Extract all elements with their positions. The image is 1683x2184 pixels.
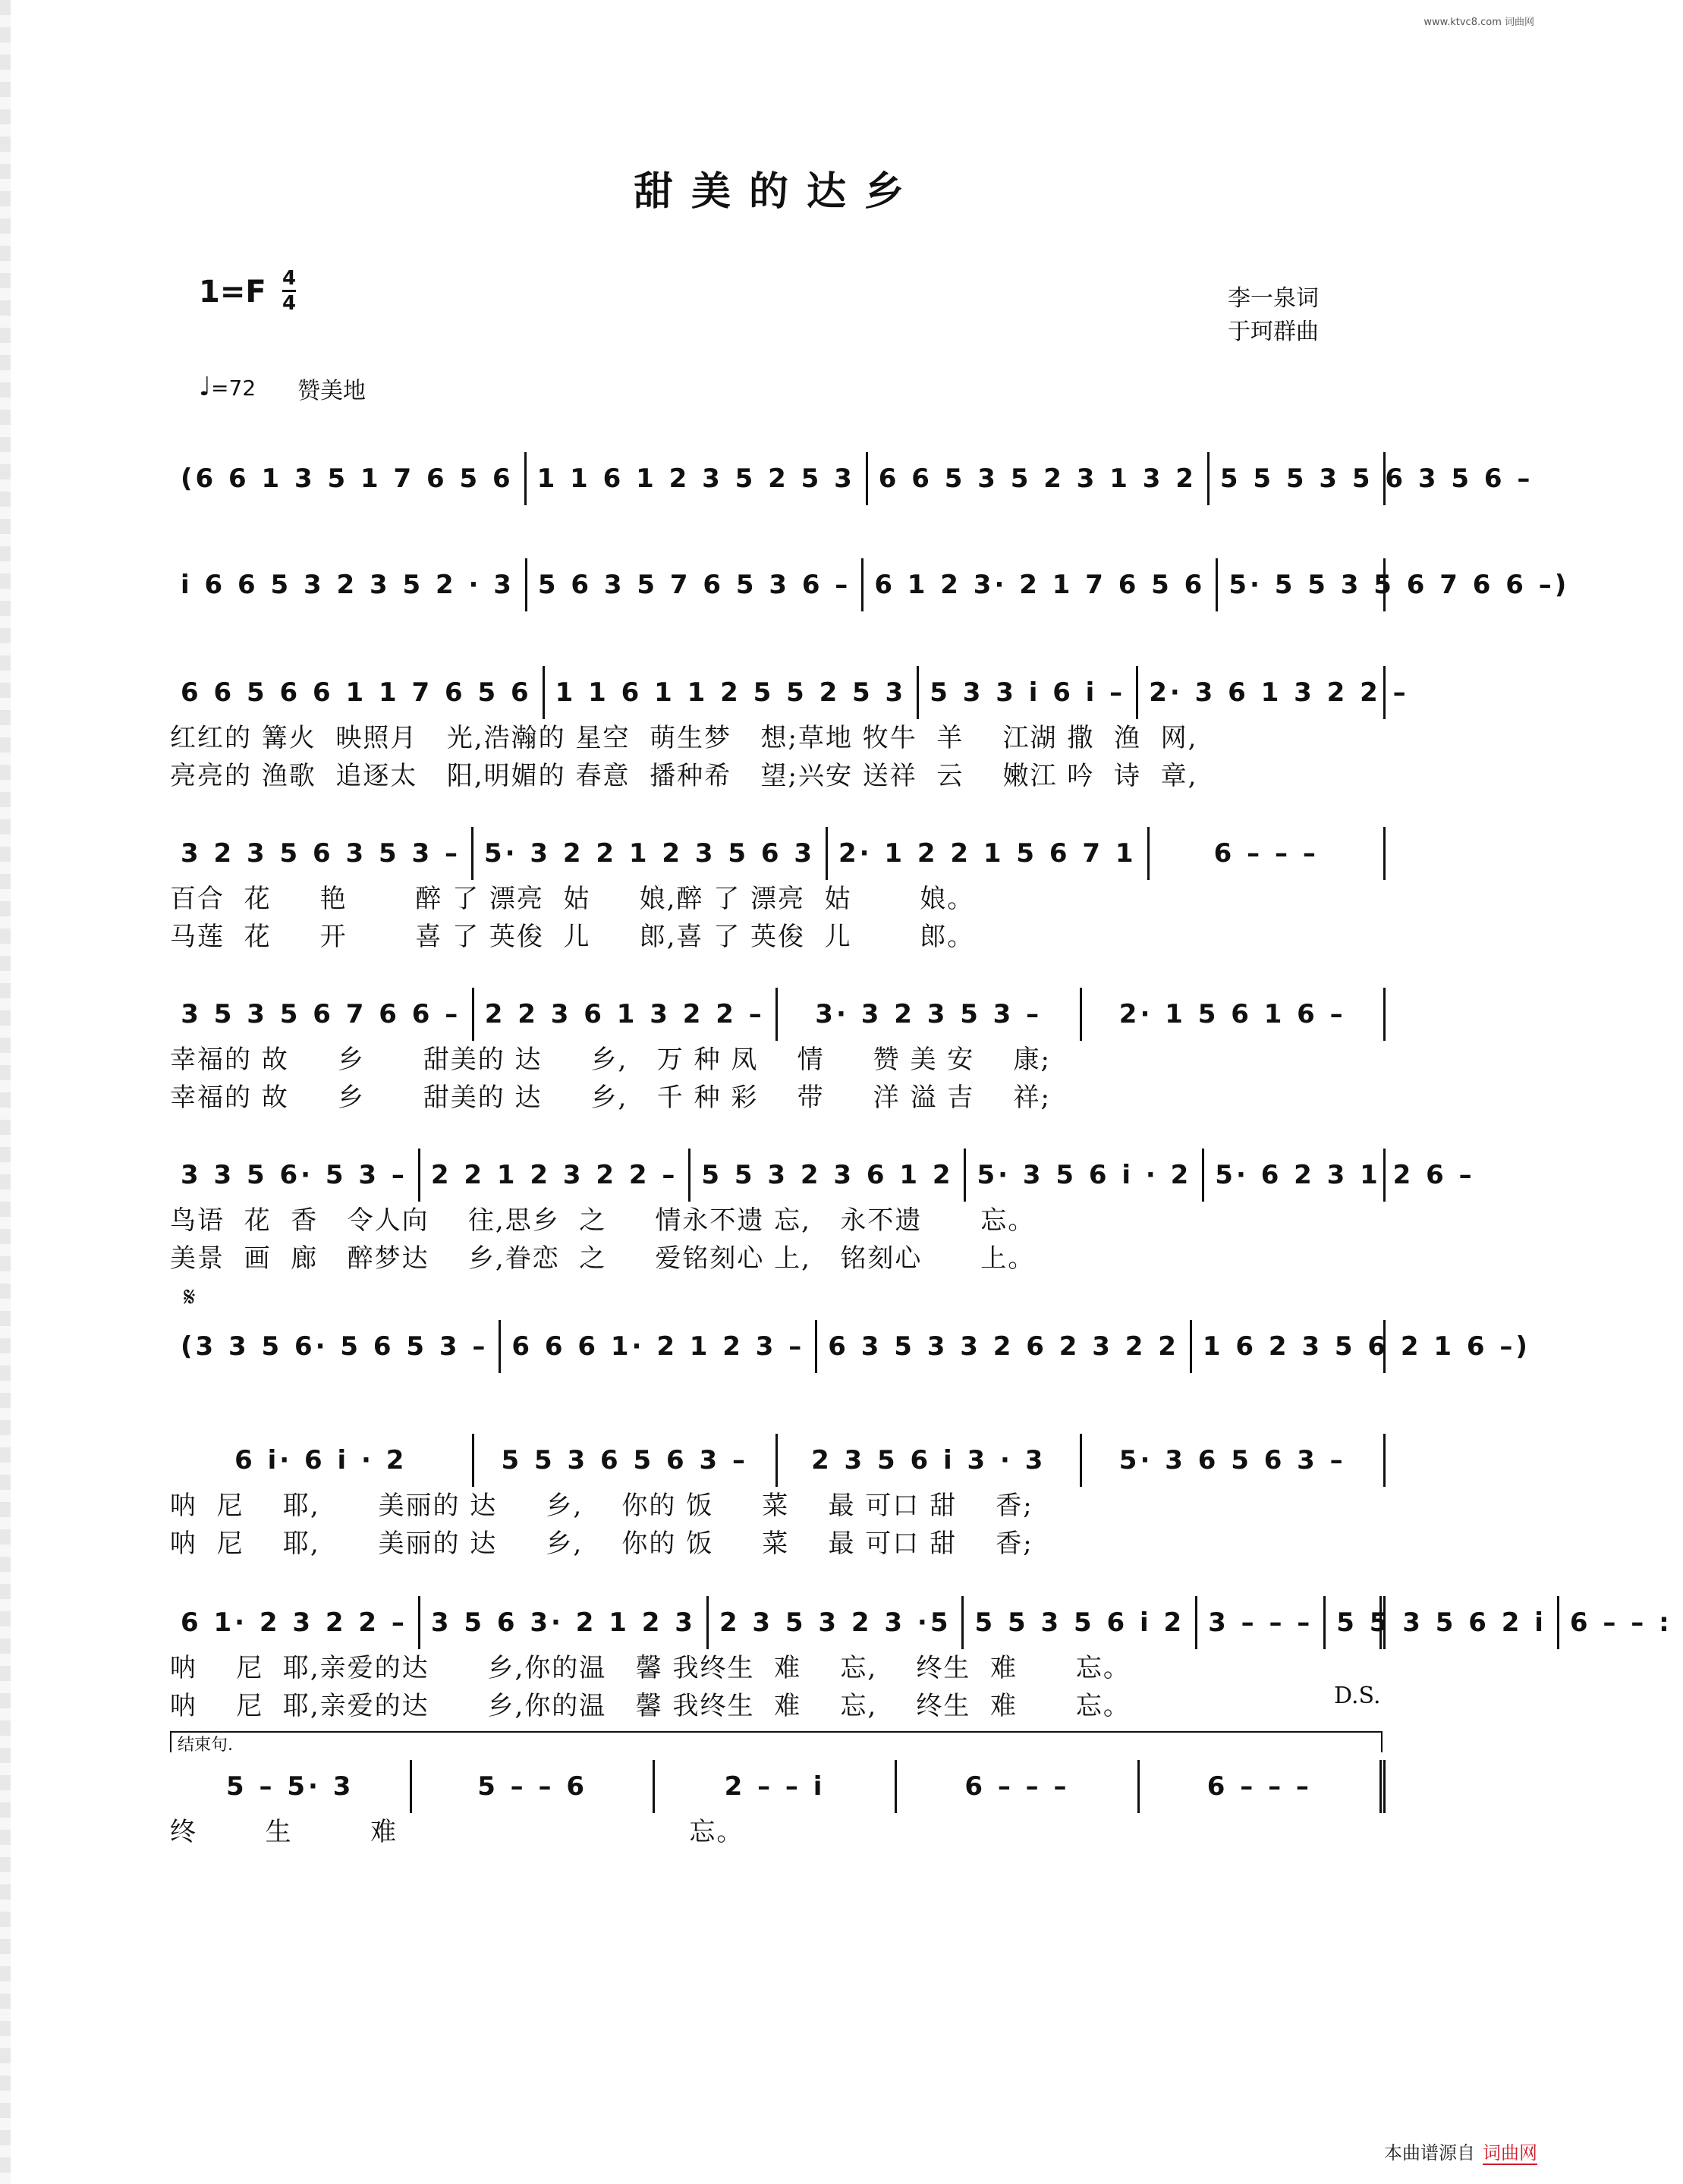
music-system [170, 1760, 1386, 1851]
measure: (6 6 1 3 5 1 7 6 5 6 [181, 464, 514, 494]
ending-label: 结束句. [178, 1736, 233, 1755]
measure: 5· 5 5 3 5 6 7 6 6 –) [1216, 558, 1580, 611]
notation-row [170, 452, 1534, 505]
measure: 5 – 5· 3 [226, 1771, 354, 1802]
lyric-line: 呐 尼 耶,亲爱的达 乡,你的温 馨 我终生 难 忘, 终生 难 忘。 [170, 1653, 1131, 1683]
measure: 2· 1 2 2 1 5 6 7 1 [826, 827, 1147, 880]
notation-row [170, 558, 1570, 611]
measure: 2 2 3 6 1 3 2 2 – [472, 988, 776, 1041]
measure: 3 – – – [1195, 1596, 1323, 1649]
measure: 5 5 5 3 5 6 3 5 6 – [1207, 452, 1543, 505]
measure: 2· 3 6 1 3 2 2 – [1136, 666, 1419, 719]
watermark-text: www.ktvc8.com 词曲网 [1423, 17, 1534, 28]
measure: 6 1 2 3· 2 1 7 6 5 6 [861, 558, 1216, 611]
music-system [170, 1282, 1530, 1373]
measure: 2 3 5 3 2 3 ·5 [706, 1596, 962, 1649]
music-system [170, 827, 1386, 956]
quarter-note-icon: ♩ [199, 372, 212, 402]
lyricist: 李一泉词 [1228, 285, 1319, 312]
footer-source [1384, 2138, 1537, 2164]
lyric-line: 鸟语 花 香 令人向 往,思乡 之 情永不遗 忘, 永不遗 忘。 [170, 1205, 1036, 1236]
tempo-marking [199, 372, 256, 402]
music-system [170, 1596, 1672, 1725]
footer-prefix: 本曲谱源自 [1384, 2142, 1475, 2164]
music-system [170, 1434, 1386, 1563]
lyric-line: 幸福的 故 乡 甜美的 达 乡, 千 种 彩 带 洋 溢 吉 祥; [170, 1083, 1051, 1113]
credits [1228, 282, 1319, 349]
lyric-line: 美景 画 廊 醉梦达 乡,眷恋 之 爱铭刻心 上, 铭刻心 上。 [170, 1243, 1036, 1274]
measure: 6 6 5 3 5 2 3 1 3 2 [866, 452, 1207, 505]
notation-row [170, 1760, 1386, 1813]
measure: 2 2 1 2 3 2 2 – [418, 1149, 688, 1202]
measure: 6 6 5 6 6 1 1 7 6 5 6 [181, 677, 532, 708]
measure: 6 i· 6 i · 2 [234, 1445, 407, 1475]
measure: 3 2 3 5 6 3 5 3 – [181, 838, 461, 869]
music-system [170, 666, 1409, 795]
notation-row [170, 827, 1386, 880]
measure: 3· 3 2 3 5 3 – [775, 988, 1080, 1041]
lyric-line: 呐 尼 耶, 美丽的 达 乡, 你的 饭 菜 最 可口 甜 香; [170, 1491, 1033, 1521]
time-signature-bottom: 4 [282, 292, 297, 315]
measure: 6 – – – [1137, 1760, 1379, 1813]
music-system [170, 558, 1570, 611]
measure: 5 5 3 5 6 2 i [1323, 1596, 1557, 1649]
lyric-line: 百合 花 艳 醉 了 漂亮 姑 娘,醉 了 漂亮 姑 娘。 [170, 884, 975, 914]
music-system [170, 988, 1386, 1117]
measure: 6 1· 2 3 2 2 – [181, 1607, 407, 1638]
composer: 于珂群曲 [1228, 319, 1319, 345]
measure: 3 5 6 3· 2 1 2 3 [418, 1596, 706, 1649]
measure: 6 – – : [1557, 1596, 1683, 1649]
ds-mark: D.S. [1334, 1683, 1381, 1709]
measure: 5· 3 5 6 i · 2 [964, 1149, 1202, 1202]
measure: 3 3 5 6· 5 3 – [181, 1160, 407, 1190]
measure: 1 6 2 3 5 6 2 1 6 –) [1190, 1320, 1541, 1373]
measure: 6 – – – [895, 1760, 1137, 1813]
lyric-line: 终 生 难 忘。 [170, 1817, 744, 1847]
measure: 5 5 3 2 3 6 1 2 [688, 1149, 964, 1202]
notation-row [170, 666, 1409, 719]
measure: 1 1 6 1 1 2 5 5 2 5 3 [543, 666, 917, 719]
time-signature-top: 4 [282, 267, 296, 292]
notation-row [170, 1149, 1475, 1202]
measure: 5· 3 6 5 6 3 – [1080, 1434, 1384, 1487]
tempo-value: =72 [211, 376, 256, 401]
song-title: 甜美的达乡 [633, 168, 922, 215]
ending-bracket [170, 1731, 1383, 1755]
footer-brand-link[interactable]: 词曲网 [1483, 2142, 1537, 2164]
measure: (3 3 5 6· 5 6 5 3 – [181, 1331, 489, 1362]
measure: 2 3 5 6 i 3 · 3 [775, 1434, 1080, 1487]
measure: i 6 6 5 3 2 3 5 2 · 3 [181, 570, 514, 600]
measure: 2· 1 5 6 1 6 – [1080, 988, 1384, 1041]
measure: 1 1 6 1 2 3 5 2 5 3 [524, 452, 866, 505]
measure: 6 6 6 1· 2 1 2 3 – [499, 1320, 815, 1373]
measure: 5 5 3 6 5 6 3 – [472, 1434, 776, 1487]
measure: 5· 3 2 2 1 2 3 5 6 3 [471, 827, 826, 880]
lyric-line: 亮亮的 渔歌 追逐太 阳,明媚的 春意 播种希 望;兴安 送祥 云 嫩江 吟 诗 章, [170, 761, 1198, 791]
measure: 5 5 3 5 6 i 2 [961, 1596, 1195, 1649]
segno-sign: 𝄋 [184, 1282, 196, 1313]
lyric-line: 幸福的 故 乡 甜美的 达 乡, 万 种 凤 情 赞 美 安 康; [170, 1045, 1051, 1075]
lyric-line: 呐 尼 耶,亲爱的达 乡,你的温 馨 我终生 难 忘, 终生 难 忘。 [170, 1691, 1131, 1721]
expression-marking: 赞美地 [297, 378, 366, 404]
notation-row [170, 1596, 1672, 1649]
notation-row [170, 1320, 1530, 1373]
left-margin-strip [0, 0, 11, 2184]
measure: 3 5 3 5 6 7 6 6 – [181, 999, 461, 1029]
lyric-line: 马莲 花 开 喜 了 英俊 儿 郎,喜 了 英俊 儿 郎。 [170, 922, 975, 952]
measure: 6 3 5 3 3 2 6 2 3 2 2 [815, 1320, 1190, 1373]
key-signature: 1=F [199, 275, 266, 310]
measure: 2 – – i [653, 1760, 895, 1813]
measure: 5 – – 6 [410, 1760, 652, 1813]
time-signature [282, 267, 296, 315]
music-system [170, 452, 1534, 505]
measure: 5· 6 2 3 1 2 6 – [1202, 1149, 1485, 1202]
measure: 5 6 3 5 7 6 5 3 6 – [525, 558, 861, 611]
measure: 5 3 3 i 6 i – [917, 666, 1136, 719]
music-system [170, 1149, 1475, 1277]
notation-row [170, 988, 1386, 1041]
lyric-line: 呐 尼 耶, 美丽的 达 乡, 你的 饭 菜 最 可口 甜 香; [170, 1529, 1033, 1559]
lyric-line: 红红的 篝火 映照月 光,浩瀚的 星空 萌生梦 想;草地 牧牛 羊 江湖 撒 渔 网, [170, 723, 1198, 753]
notation-row [170, 1434, 1386, 1487]
measure: 6 – – – [1147, 827, 1383, 880]
